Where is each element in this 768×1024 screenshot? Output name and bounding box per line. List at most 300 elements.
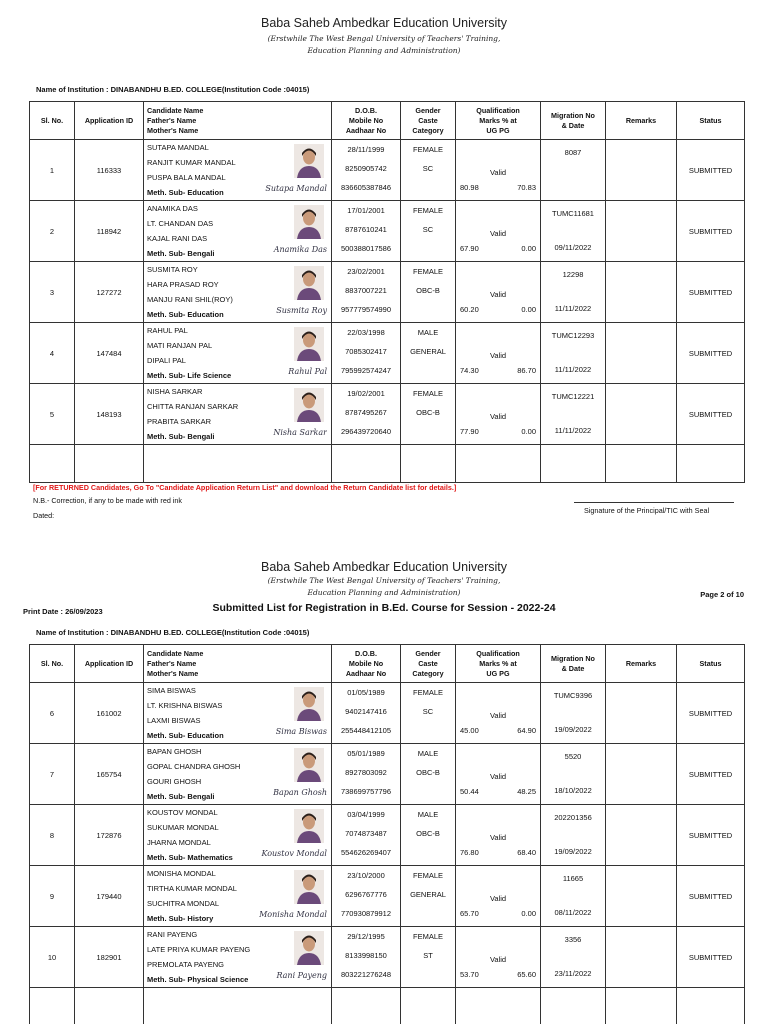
empty-cell [541,988,606,1024]
gender: FEMALE [412,267,443,276]
mobile-no: 8787495267 [345,408,387,417]
father-name: MATI RANJAN PAL [147,341,213,350]
father-name: CHITTA RANJAN SARKAR [147,402,239,411]
status: SUBMITTED [677,262,745,323]
dob-cell [332,927,401,988]
candidate-cell [144,866,332,927]
col-migration: Migration No & Date [541,645,606,683]
sl-no: 4 [30,323,75,384]
col-dob: D.O.B. Mobile No Aadhaar No [332,645,401,683]
table-row [30,140,745,201]
ug-marks: 53.70 [460,970,479,979]
empty-cell [144,445,332,483]
status: SUBMITTED [677,927,745,988]
gender-cell [401,262,456,323]
candidate-signature: Sutapa Mandal [265,184,327,193]
qualification-valid: Valid [489,229,507,238]
father-name: LATE PRIYA KUMAR PAYENG [147,945,251,954]
status: SUBMITTED [677,744,745,805]
mother-name: PUSPA BALA MANDAL [147,173,226,182]
dob-cell [332,262,401,323]
col-candidate: Candidate Name Father's Name Mother's Name [144,102,332,140]
qualification-valid: Valid [489,955,507,964]
candidate-name: SUTAPA MANDAL [147,143,209,152]
mobile-no: 8133998150 [345,951,387,960]
migration-cell [541,384,606,445]
candidate-name: SIMA BISWAS [147,686,196,695]
university-name: Baba Saheb Ambedkar Education University [261,560,507,574]
migration-no: 202201356 [554,813,592,822]
sl-no: 2 [30,201,75,262]
caste-category: SC [422,225,434,234]
sl-no: 3 [30,262,75,323]
candidate-cell [144,262,332,323]
candidate-photo [294,931,324,965]
col-qualification: Qualification Marks % at UG PG [456,102,541,140]
mobile-no: 8250905742 [345,164,387,173]
empty-cell [332,988,401,1024]
aadhaar-no: 255448412105 [340,726,392,735]
ug-marks: 67.90 [460,244,479,253]
candidate-cell [144,201,332,262]
migration-cell [541,201,606,262]
sl-no: 9 [30,866,75,927]
candidate-name: ANAMIKA DAS [147,204,198,213]
candidate-table-page-1 [29,101,745,483]
method-subject: Meth. Sub- Bengali [147,432,215,441]
empty-cell [401,988,456,1024]
pg-marks: 0.00 [521,305,536,314]
dob-cell [332,683,401,744]
mobile-no: 8787610241 [345,225,387,234]
gender: MALE [417,328,439,337]
university-subtitle-1: (Erstwhile The West Bengal University of Teachers' Training, [267,34,501,43]
sl-no: 5 [30,384,75,445]
method-subject: Meth. Sub- Physical Science [147,975,249,984]
application-id: 118942 [75,201,144,262]
mother-name: JHARNA MONDAL [147,838,211,847]
remarks-cell [606,683,677,744]
method-subject: Meth. Sub- Education [147,310,224,319]
col-app-id: Application ID [75,645,144,683]
migration-no: 8087 [564,148,582,157]
table-row [30,805,745,866]
migration-cell [541,805,606,866]
gender: MALE [417,810,439,819]
empty-row [30,445,745,483]
method-subject: Meth. Sub- Mathematics [147,853,233,862]
dob: 28/11/1999 [347,145,385,154]
empty-cell [606,988,677,1024]
sl-no: 10 [30,927,75,988]
qualification-valid: Valid [489,351,507,360]
remarks-cell [606,866,677,927]
method-subject: Meth. Sub- Life Science [147,371,232,380]
empty-cell [677,988,745,1024]
migration-cell [541,927,606,988]
pg-marks: 0.00 [521,909,536,918]
pg-marks: 70.83 [517,183,536,192]
dob: 22/03/1998 [347,328,385,337]
migration-no: 12298 [562,270,584,279]
qualification-cell [456,683,541,744]
gender-cell [401,323,456,384]
col-sl: Sl. No. [30,645,75,683]
dob: 01/05/1989 [347,688,385,697]
dob: 23/10/2000 [347,871,385,880]
candidate-cell [144,384,332,445]
candidate-cell [144,744,332,805]
candidate-photo [294,809,324,843]
migration-date: 09/11/2022 [554,243,592,252]
col-status: Status [677,645,745,683]
caste-category: GENERAL [410,347,446,356]
qualification-cell [456,262,541,323]
qualification-cell [456,744,541,805]
gender-cell [401,866,456,927]
remarks-cell [606,323,677,384]
col-sl: Sl. No. [30,102,75,140]
candidate-signature: Rahul Pal [288,367,327,376]
qualification-cell [456,805,541,866]
ug-marks: 74.30 [460,366,479,375]
migration-cell [541,140,606,201]
institution-name: Name of Institution : DINABANDHU B.ED. COLLEGE(Institution Code :04015) [36,628,310,637]
dob: 29/12/1995 [347,932,385,941]
caste-category: OBC-B [416,408,440,417]
candidate-name: NISHA SARKAR [147,387,203,396]
dob-cell [332,201,401,262]
qualification-valid: Valid [489,772,507,781]
migration-date: 11/11/2022 [554,304,592,313]
caste-category: GENERAL [410,890,446,899]
mother-name: PREMOLATA PAYENG [147,960,224,969]
migration-no: 11665 [562,874,584,883]
dob-cell [332,805,401,866]
father-name: SUKUMAR MONDAL [147,823,219,832]
application-id: 182901 [75,927,144,988]
gender: MALE [417,749,439,758]
dob: 03/04/1999 [347,810,385,819]
migration-date: 23/11/2022 [554,969,592,978]
pg-marks: 68.40 [517,848,536,857]
col-app-id: Application ID [75,102,144,140]
status: SUBMITTED [677,683,745,744]
application-id: 147484 [75,323,144,384]
migration-cell [541,866,606,927]
pg-marks: 0.00 [521,427,536,436]
migration-cell [541,323,606,384]
dob: 23/02/2001 [347,267,385,276]
table-row [30,262,745,323]
university-subtitle-2: Education Planning and Administration) [307,46,461,55]
candidate-cell [144,140,332,201]
migration-no: 3356 [564,935,582,944]
empty-cell [456,445,541,483]
gender-cell [401,805,456,866]
ug-marks: 80.98 [460,183,479,192]
sl-no: 8 [30,805,75,866]
remarks-cell [606,805,677,866]
empty-cell [541,445,606,483]
mobile-no: 7085302417 [345,347,387,356]
ug-marks: 65.70 [460,909,479,918]
col-status: Status [677,102,745,140]
candidate-signature: Sima Biswas [275,727,327,736]
print-date: Print Date : 26/09/2023 [23,607,103,616]
qualification-cell [456,866,541,927]
application-id: 116333 [75,140,144,201]
mother-name: PRABITA SARKAR [147,417,212,426]
candidate-signature: Susmita Roy [276,306,327,315]
mother-name: SUCHITRA MONDAL [147,899,220,908]
gender-cell [401,201,456,262]
mobile-no: 8927803092 [345,768,387,777]
dob-cell [332,140,401,201]
status: SUBMITTED [677,323,745,384]
candidate-signature: Anamika Das [273,245,327,254]
caste-category: OBC-B [416,829,440,838]
aadhaar-no: 957779574990 [340,305,392,314]
status: SUBMITTED [677,201,745,262]
candidate-photo [294,748,324,782]
gender-cell [401,140,456,201]
dob: 05/01/1989 [347,749,385,758]
candidate-name: MONISHA MONDAL [147,869,216,878]
aadhaar-no: 795992574247 [340,366,392,375]
empty-cell [456,988,541,1024]
father-name: LT. KRISHNA BISWAS [147,701,223,710]
mother-name: LAXMI BISWAS [147,716,201,725]
method-subject: Meth. Sub- Bengali [147,792,215,801]
empty-cell [75,988,144,1024]
aadhaar-no: 803221276248 [340,970,392,979]
qualification-cell [456,323,541,384]
migration-no: TUMC11681 [552,209,594,218]
returned-candidates-note: [For RETURNED Candidates, Go To "Candidate Application Return List" and download the Return Candidate list for details.] [33,483,457,492]
table-row [30,201,745,262]
ug-marks: 77.90 [460,427,479,436]
candidate-signature: Rani Payeng [276,971,327,980]
mother-name: DIPALI PAL [147,356,186,365]
aadhaar-no: 770930879912 [340,909,392,918]
table-body-page-1 [30,140,745,483]
application-id: 127272 [75,262,144,323]
qualification-cell [456,927,541,988]
candidate-name: RANI PAYENG [147,930,198,939]
method-subject: Meth. Sub- Education [147,188,224,197]
migration-date: 11/11/2022 [554,426,592,435]
sl-no: 6 [30,683,75,744]
document-title: Submitted List for Registration in B.Ed. Course for Session - 2022-24 [212,602,556,614]
remarks-cell [606,262,677,323]
mobile-no: 7074873487 [345,829,387,838]
col-remarks: Remarks [606,102,677,140]
candidate-photo [294,687,324,721]
gender: FEMALE [412,688,443,697]
father-name: GOPAL CHANDRA GHOSH [147,762,241,771]
status: SUBMITTED [677,805,745,866]
candidate-name: SUSMITA ROY [147,265,198,274]
candidate-name: RAHUL PAL [147,326,188,335]
dated-label: Dated: [33,511,55,520]
migration-date: 08/11/2022 [554,908,592,917]
ug-marks: 76.80 [460,848,479,857]
caste-category: SC [422,707,434,716]
aadhaar-no: 738699757796 [340,787,392,796]
mother-name: MANJU RANI SHIL(ROY) [147,295,233,304]
remarks-cell [606,140,677,201]
gender: FEMALE [412,871,443,880]
migration-no: 5520 [564,752,582,761]
ug-marks: 60.20 [460,305,479,314]
migration-cell [541,744,606,805]
qualification-valid: Valid [489,412,507,421]
application-id: 179440 [75,866,144,927]
table-row [30,744,745,805]
candidate-name: KOUSTOV MONDAL [147,808,218,817]
qualification-valid: Valid [489,711,507,720]
mother-name: KAJAL RANI DAS [147,234,208,243]
candidate-signature: Bapan Ghosh [273,788,327,797]
university-subtitle-1: (Erstwhile The West Bengal University of Teachers' Training, [267,576,501,585]
page-number: Page 2 of 10 [700,590,744,599]
dob-cell [332,323,401,384]
candidate-table-page-2 [29,644,745,1024]
empty-cell [332,445,401,483]
university-name: Baba Saheb Ambedkar Education University [261,16,507,30]
migration-no: TUMC9396 [553,691,593,700]
table-row [30,927,745,988]
pg-marks: 48.25 [517,787,536,796]
application-id: 148193 [75,384,144,445]
remarks-cell [606,927,677,988]
candidate-photo [294,205,324,239]
mobile-no: 8837007221 [345,286,387,295]
col-candidate: Candidate Name Father's Name Mother's Name [144,645,332,683]
qualification-cell [456,140,541,201]
application-id: 165754 [75,744,144,805]
university-subtitle-2: Education Planning and Administration) [307,588,461,597]
candidate-signature: Monisha Mondal [259,910,327,919]
qualification-valid: Valid [489,290,507,299]
father-name: HARA PRASAD ROY [147,280,219,289]
mobile-no: 6296767776 [345,890,387,899]
gender: FEMALE [412,145,443,154]
father-name: LT. CHANDAN DAS [147,219,214,228]
pg-marks: 86.70 [517,366,536,375]
pg-marks: 0.00 [521,244,536,253]
status: SUBMITTED [677,140,745,201]
sl-no: 1 [30,140,75,201]
gender: FEMALE [412,389,443,398]
qualification-valid: Valid [489,894,507,903]
col-remarks: Remarks [606,645,677,683]
candidate-cell [144,805,332,866]
migration-no: TUMC12221 [551,392,595,401]
dob: 17/01/2001 [347,206,385,215]
application-id: 172876 [75,805,144,866]
candidate-photo [294,388,324,422]
correction-note: N.B.- Correction, if any to be made with red ink [33,496,183,505]
candidate-name: BAPAN GHOSH [147,747,202,756]
col-qualification: Qualification Marks % at UG PG [456,645,541,683]
method-subject: Meth. Sub- Education [147,731,224,740]
candidate-photo [294,144,324,178]
aadhaar-no: 296439720640 [340,427,392,436]
empty-cell [30,988,75,1024]
table-body-page-2 [30,683,745,1024]
sl-no: 7 [30,744,75,805]
gender-cell [401,927,456,988]
col-migration: Migration No & Date [541,102,606,140]
qualification-cell [456,201,541,262]
migration-date: 11/11/2022 [554,365,592,374]
caste-category: ST [423,951,433,960]
pg-marks: 65.60 [517,970,536,979]
qualification-valid: Valid [489,168,507,177]
gender-cell [401,384,456,445]
table-row [30,683,745,744]
mobile-no: 9402147416 [345,707,387,716]
table-row [30,323,745,384]
table-row [30,866,745,927]
migration-no: TUMC12293 [551,331,595,340]
col-dob: D.O.B. Mobile No Aadhaar No [332,102,401,140]
remarks-cell [606,384,677,445]
migration-date: 18/10/2022 [554,786,592,795]
gender: FEMALE [412,932,443,941]
method-subject: Meth. Sub- Bengali [147,249,215,258]
empty-cell [75,445,144,483]
table-header [30,102,745,140]
gender-cell [401,683,456,744]
pg-marks: 64.90 [517,726,536,735]
qualification-valid: Valid [489,833,507,842]
candidate-photo [294,870,324,904]
dob: 19/02/2001 [347,389,385,398]
caste-category: OBC-B [416,286,440,295]
status: SUBMITTED [677,384,745,445]
candidate-cell [144,683,332,744]
gender-cell [401,744,456,805]
remarks-cell [606,744,677,805]
father-name: TIRTHA KUMAR MONDAL [147,884,237,893]
empty-row [30,988,745,1024]
col-gender: Gender Caste Category [401,102,456,140]
aadhaar-no: 500388017586 [340,244,392,253]
candidate-cell [144,927,332,988]
dob-cell [332,866,401,927]
remarks-cell [606,201,677,262]
migration-cell [541,683,606,744]
gender: FEMALE [412,206,443,215]
table-header [30,645,745,683]
father-name: RANJIT KUMAR MANDAL [147,158,236,167]
mother-name: GOURI GHOSH [147,777,202,786]
aadhaar-no: 836605387846 [340,183,392,192]
col-gender: Gender Caste Category [401,645,456,683]
candidate-cell [144,323,332,384]
ug-marks: 50.44 [460,787,479,796]
candidate-signature: Nisha Sarkar [273,428,327,437]
empty-cell [677,445,745,483]
caste-category: SC [422,164,434,173]
migration-date: 19/09/2022 [554,847,592,856]
candidate-photo [294,327,324,361]
dob-cell [332,744,401,805]
empty-cell [144,988,332,1024]
